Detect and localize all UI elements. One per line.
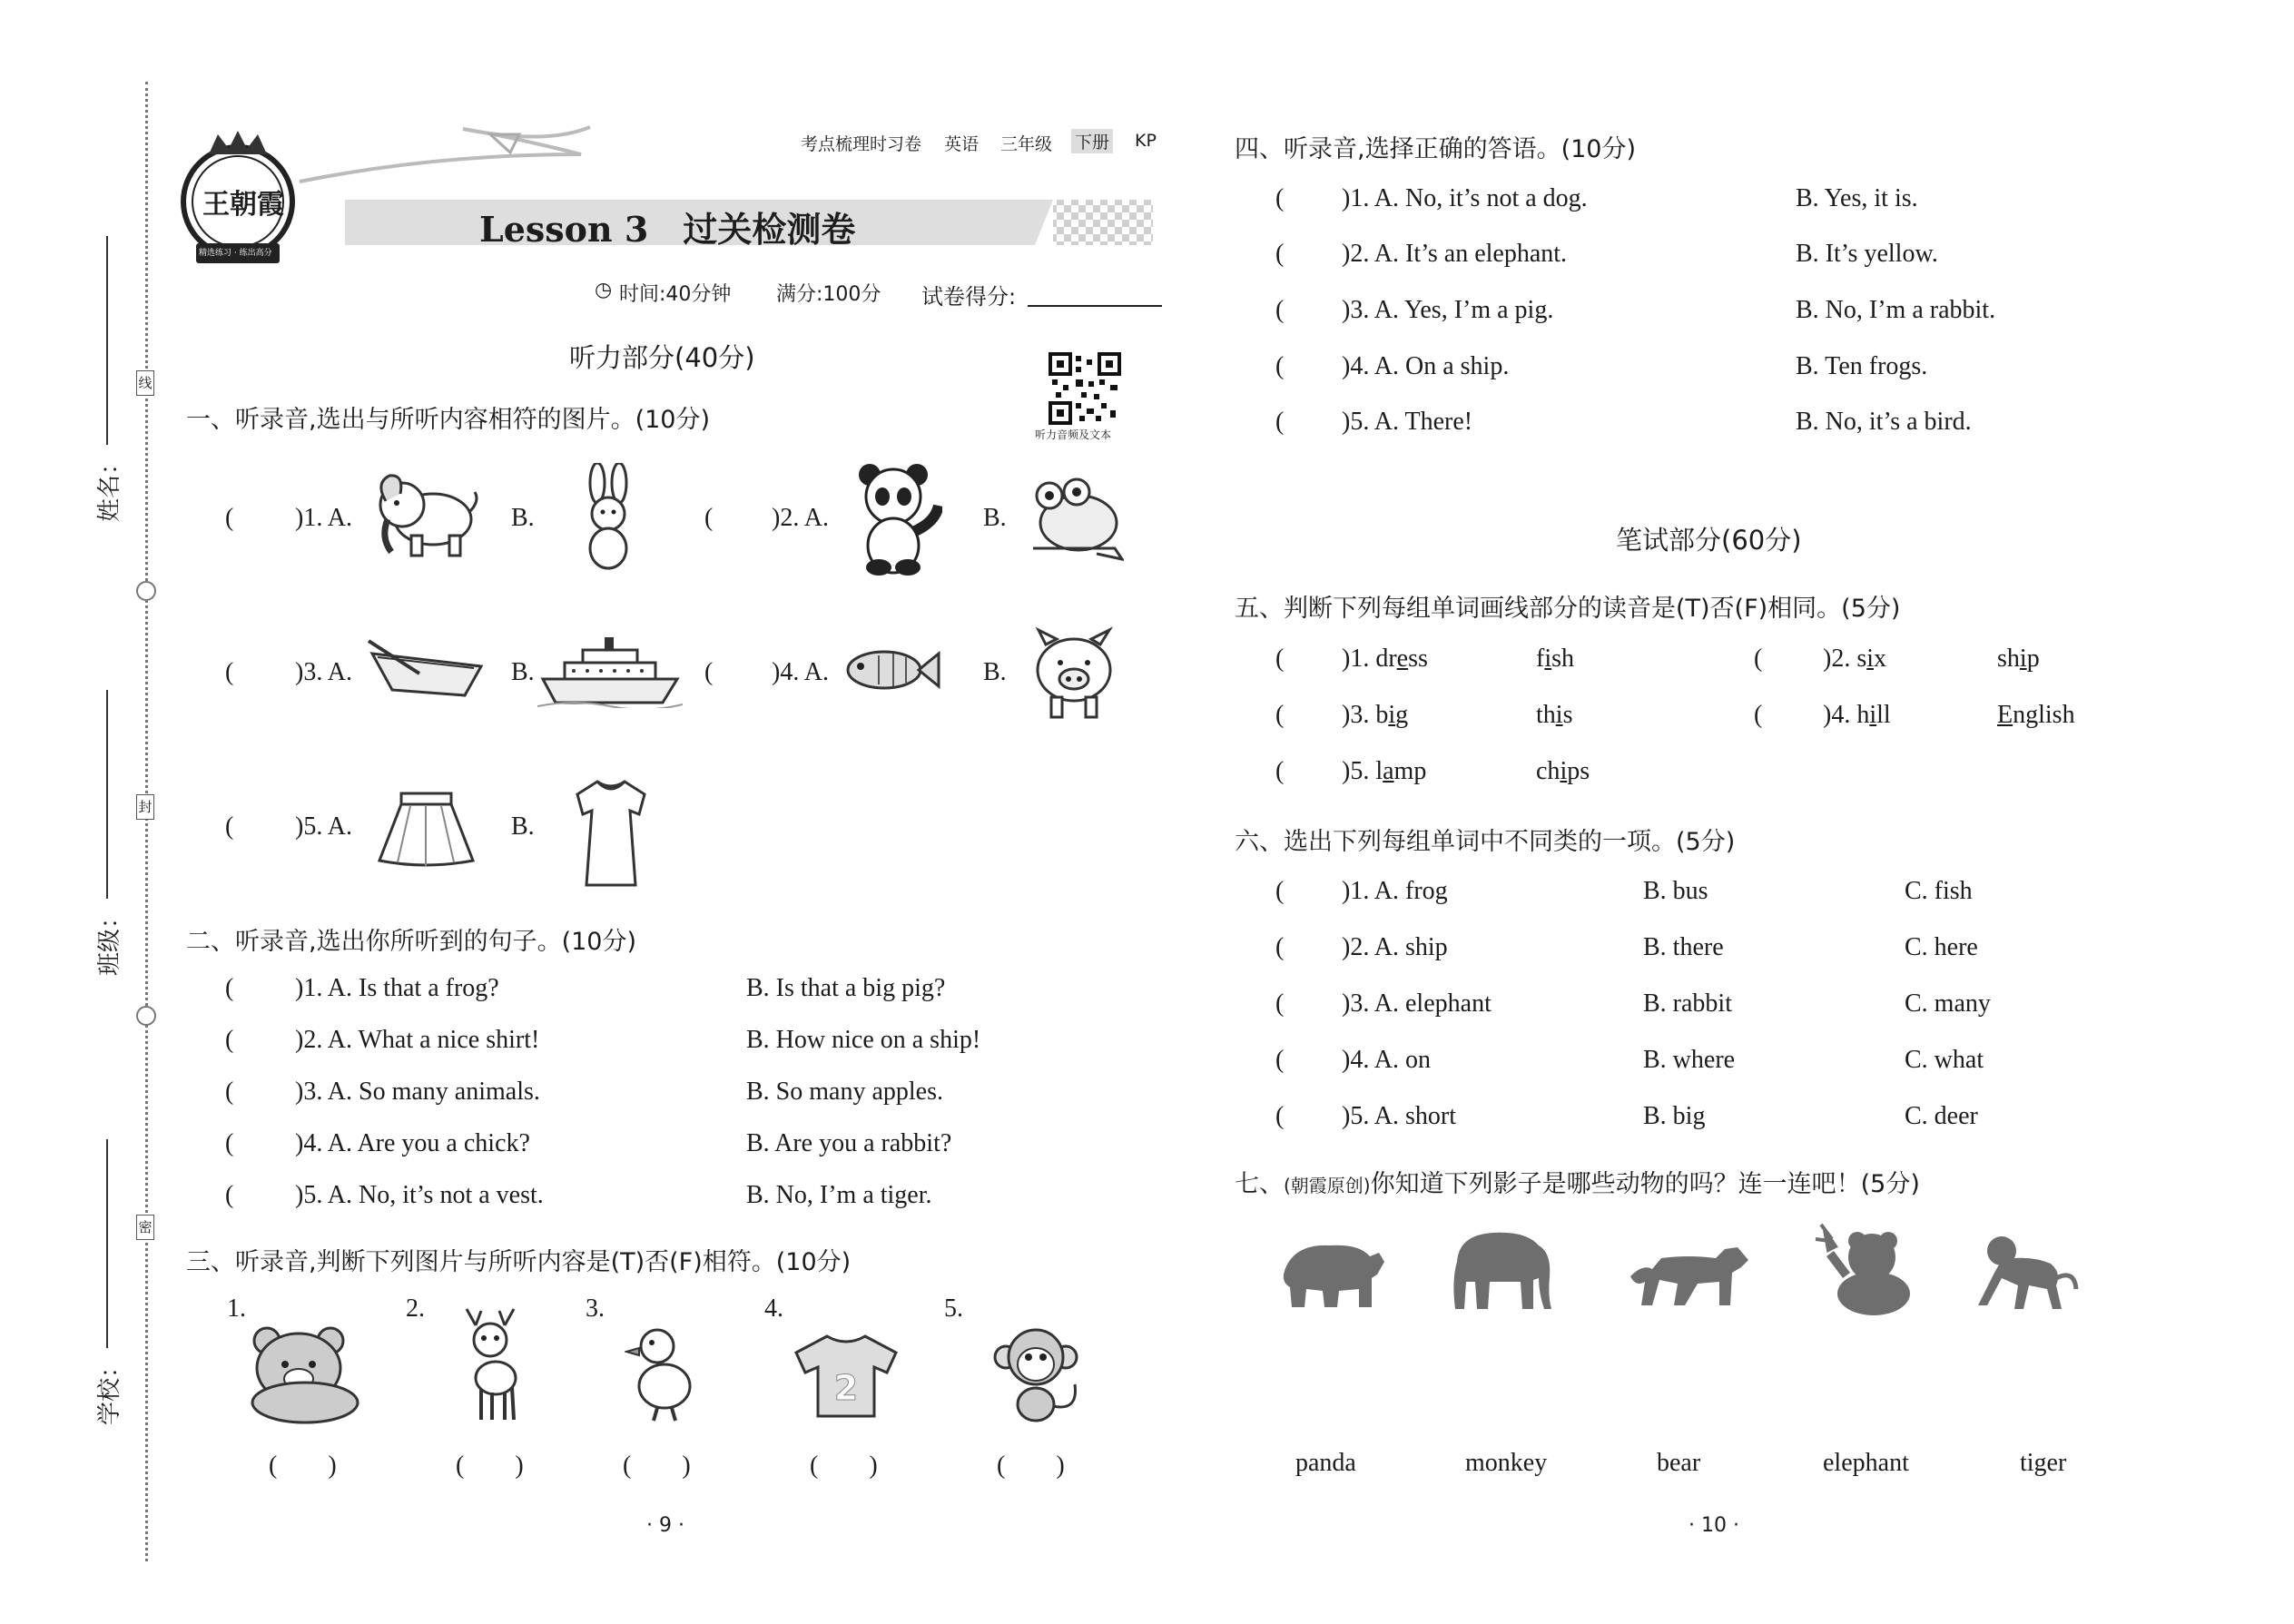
score-label: 试卷得分: — [921, 284, 1017, 310]
name-label: 姓名： — [96, 450, 123, 522]
qr-caption: 听力音频及文本 — [1035, 428, 1112, 441]
full-score: 满分:100分 — [776, 283, 881, 306]
option-b-label: B. — [511, 504, 535, 532]
option-b-label: B. — [983, 504, 1007, 532]
s2-item-2-a: )2. A. What a nice shirt! — [295, 1026, 540, 1054]
section-3-title: 三、听录音,判断下列图片与所听内容是(T)否(F)相符。(10分) — [186, 1248, 852, 1276]
s5-item-5-compare: chips — [1536, 757, 1590, 785]
school-blank-line[interactable] — [106, 1139, 108, 1348]
s4-item-2-b: B. It’s yellow. — [1796, 240, 1938, 268]
answer-paren[interactable]: ( — [1754, 701, 1763, 729]
class-blank-line[interactable] — [106, 690, 108, 899]
s2-item-5-a: )5. A. No, it’s not a vest. — [295, 1181, 544, 1209]
s3-number: 5. — [944, 1294, 963, 1323]
answer-paren[interactable]: ( — [704, 658, 714, 686]
s5-item-5: )5. lamp — [1342, 757, 1427, 785]
bear-picture[interactable] — [247, 1321, 365, 1425]
s4-item-5-b: B. No, it’s a bird. — [1796, 408, 1972, 436]
panda-picture[interactable] — [852, 458, 942, 576]
answer-paren[interactable]: ( — [1275, 757, 1285, 785]
section-5-title: 五、判断下列每组单词画线部分的读音是(T)否(F)相同。(5分) — [1235, 595, 1901, 623]
logo-text: 王朝霞 — [202, 189, 284, 221]
s6-item-5-a: )5. A. short — [1342, 1102, 1456, 1130]
item-label: )4. A. — [772, 658, 829, 686]
frog-picture[interactable] — [1024, 472, 1124, 563]
s6-item-5-b: B. big — [1643, 1102, 1706, 1130]
section-2-title: 二、听录音,选出你所听到的句子。(10分) — [186, 928, 637, 956]
answer-paren[interactable]: ( — [1754, 645, 1763, 673]
s5-item-4-compare: English — [1997, 701, 2075, 729]
option-b-label: B. — [511, 658, 535, 686]
page-number-left: · 9 · — [646, 1514, 684, 1537]
answer-paren[interactable]: ( — [225, 1181, 234, 1209]
s6-item-3-c: C. many — [1905, 989, 1991, 1018]
answer-paren[interactable]: ( — [1275, 645, 1285, 673]
answer-paren[interactable]: ( — [225, 658, 234, 686]
answer-paren[interactable]: ( — [1275, 1102, 1285, 1130]
answer-paren[interactable]: ( — [225, 974, 234, 1002]
ship-picture[interactable] — [537, 635, 683, 708]
elephant-picture[interactable] — [368, 465, 486, 565]
pig-picture[interactable] — [1024, 626, 1124, 722]
answer-paren[interactable]: ( — [225, 1129, 234, 1157]
tiger-shadow[interactable] — [1625, 1236, 1752, 1309]
s4-item-4-b: B. Ten frogs. — [1796, 352, 1928, 380]
s2-item-5-b: B. No, I’m a tiger. — [746, 1181, 932, 1209]
answer-paren[interactable]: ( — [1275, 240, 1285, 268]
answer-paren[interactable]: ( — [704, 504, 714, 532]
answer-paren-2[interactable]: ( ) — [456, 1452, 524, 1480]
answer-paren[interactable]: ( — [225, 1078, 234, 1106]
s6-item-2-a: )2. A. ship — [1342, 933, 1448, 961]
s6-item-2-b: B. there — [1643, 933, 1724, 961]
word-elephant[interactable]: elephant — [1823, 1449, 1909, 1477]
s4-item-4-a: )4. A. On a ship. — [1342, 352, 1510, 380]
cut-char-seal: 封 — [136, 794, 154, 820]
class-label: 班级： — [96, 904, 123, 976]
word-bear[interactable]: bear — [1657, 1449, 1701, 1477]
score-blank[interactable] — [1028, 305, 1162, 307]
duck-picture[interactable] — [625, 1321, 697, 1425]
s6-item-4-a: )4. A. on — [1342, 1046, 1431, 1074]
s6-item-3-b: B. rabbit — [1643, 989, 1732, 1018]
s5-item-2-compare: ship — [1997, 645, 2040, 673]
s4-item-1-b: B. Yes, it is. — [1796, 184, 1918, 212]
tshirt-number: 2 — [833, 1368, 859, 1408]
bear-shadow[interactable] — [1275, 1235, 1389, 1312]
answer-paren[interactable]: ( — [1275, 352, 1285, 380]
section-7-title: 七、(朝霞原创)你知道下列影子是哪些动物的吗？连一连吧！(5分) — [1235, 1170, 1920, 1198]
option-b-label: B. — [511, 812, 535, 841]
skirt-picture[interactable] — [374, 790, 478, 867]
s6-item-2-c: C. here — [1905, 933, 1978, 961]
option-b-label: B. — [983, 658, 1007, 686]
series-name: 考点梳理时习卷 — [801, 134, 922, 154]
answer-paren[interactable]: ( — [225, 812, 234, 841]
word-panda[interactable]: panda — [1295, 1449, 1356, 1477]
time-limit: 时间:40分钟 — [619, 283, 732, 306]
s5-item-3-compare: this — [1536, 701, 1573, 729]
logo-ribbon: 精选练习 · 练出高分 — [199, 249, 272, 258]
answer-paren[interactable]: ( — [1275, 877, 1285, 905]
page-title: Lesson 3 过关检测卷 — [479, 209, 856, 250]
item-label: )5. A. — [295, 812, 352, 841]
tshirt-picture[interactable] — [794, 1333, 899, 1419]
answer-paren[interactable]: ( — [1275, 296, 1285, 324]
writing-heading: 笔试部分(60分) — [1616, 525, 1802, 556]
s6-item-5-c: C. deer — [1905, 1102, 1978, 1130]
answer-paren[interactable]: ( — [225, 504, 234, 532]
s5-item-1: )1. dress — [1342, 645, 1428, 673]
clock-icon: ◷ — [595, 279, 613, 301]
elephant-shadow[interactable] — [1450, 1225, 1559, 1316]
fish-picture[interactable] — [842, 643, 942, 697]
panda-shadow[interactable] — [1808, 1221, 1917, 1316]
volume: 下册 — [1071, 129, 1113, 153]
s5-item-3: )3. big — [1342, 701, 1409, 729]
s3-number: 2. — [406, 1294, 425, 1323]
s2-item-4-b: B. Are you a rabbit? — [746, 1129, 952, 1157]
monkey-shadow[interactable] — [1974, 1233, 2079, 1314]
cut-char-secret: 密 — [136, 1215, 154, 1240]
s4-item-3-b: B. No, I’m a rabbit. — [1796, 296, 1996, 324]
s2-item-3-a: )3. A. So many animals. — [295, 1078, 540, 1106]
s6-item-1-b: B. bus — [1643, 877, 1708, 905]
subject: 英语 — [944, 134, 980, 154]
answer-paren[interactable]: ( — [225, 1026, 234, 1054]
section-6-title: 六、选出下列每组单词中不同类的一项。(5分) — [1235, 828, 1736, 856]
monkey-picture[interactable] — [988, 1321, 1088, 1425]
binding-hole — [136, 581, 156, 601]
answer-paren[interactable]: ( — [1275, 1046, 1285, 1074]
section-1-title: 一、听录音,选出与所听内容相符的图片。(10分) — [186, 406, 711, 434]
s4-item-1-a: )1. A. No, it’s not a dog. — [1342, 184, 1588, 212]
answer-paren[interactable]: ( — [1275, 989, 1285, 1018]
s6-item-1-c: C. fish — [1905, 877, 1973, 905]
s4-item-2-a: )2. A. It’s an elephant. — [1342, 240, 1568, 268]
answer-paren[interactable]: ( — [1275, 184, 1285, 212]
answer-paren[interactable]: ( — [1275, 408, 1285, 436]
dress-picture[interactable] — [570, 776, 652, 892]
s4-item-3-a: )3. A. Yes, I’m a pig. — [1342, 296, 1554, 324]
item-label: )3. A. — [295, 658, 352, 686]
qr-code-icon[interactable] — [1049, 352, 1121, 425]
item-label: )1. A. — [295, 504, 352, 532]
edition: KP — [1135, 131, 1157, 151]
s5-item-4: )4. hill — [1823, 701, 1891, 729]
s2-item-1-b: B. Is that a big pig? — [746, 974, 946, 1002]
s5-item-1-compare: fish — [1536, 645, 1575, 673]
s2-item-1-a: )1. A. Is that a frog? — [295, 974, 499, 1002]
answer-paren-3[interactable]: ( ) — [623, 1452, 691, 1480]
s6-item-3-a: )3. A. elephant — [1342, 989, 1492, 1018]
s4-item-5-a: )5. A. There! — [1342, 408, 1473, 436]
cut-char-line: 线 — [136, 370, 154, 396]
name-blank-line[interactable] — [106, 236, 108, 445]
answer-paren[interactable]: ( — [1275, 933, 1285, 961]
word-monkey[interactable]: monkey — [1465, 1449, 1548, 1477]
word-tiger[interactable]: tiger — [2020, 1449, 2067, 1477]
answer-paren-5[interactable]: ( ) — [997, 1452, 1065, 1480]
answer-paren[interactable]: ( — [1275, 701, 1285, 729]
s3-number: 1. — [227, 1294, 246, 1323]
section-4-title: 四、听录音,选择正确的答语。(10分) — [1235, 135, 1637, 163]
s6-item-1-a: )1. A. frog — [1342, 877, 1448, 905]
s3-number: 4. — [764, 1294, 783, 1323]
page-number-right: · 10 · — [1689, 1514, 1739, 1537]
listening-heading: 听力部分(40分) — [569, 342, 755, 373]
binding-hole — [136, 1006, 156, 1026]
rabbit-picture[interactable] — [572, 463, 645, 572]
grade: 三年级 — [1000, 134, 1053, 154]
school-label: 学校： — [96, 1353, 123, 1425]
s3-number: 3. — [586, 1294, 605, 1323]
answer-paren-1[interactable]: ( ) — [269, 1452, 337, 1480]
s2-item-4-a: )4. A. Are you a chick? — [295, 1129, 530, 1157]
answer-paren-4[interactable]: ( ) — [810, 1452, 878, 1480]
deer-picture[interactable] — [454, 1305, 536, 1423]
s6-item-4-c: C. what — [1905, 1046, 1984, 1074]
s2-item-3-b: B. So many apples. — [746, 1078, 943, 1106]
item-label: )2. A. — [772, 504, 829, 532]
s6-item-4-b: B. where — [1643, 1046, 1736, 1074]
s5-item-2: )2. six — [1823, 645, 1887, 673]
boat-picture[interactable] — [365, 635, 487, 704]
s2-item-2-b: B. How nice on a ship! — [746, 1026, 981, 1054]
